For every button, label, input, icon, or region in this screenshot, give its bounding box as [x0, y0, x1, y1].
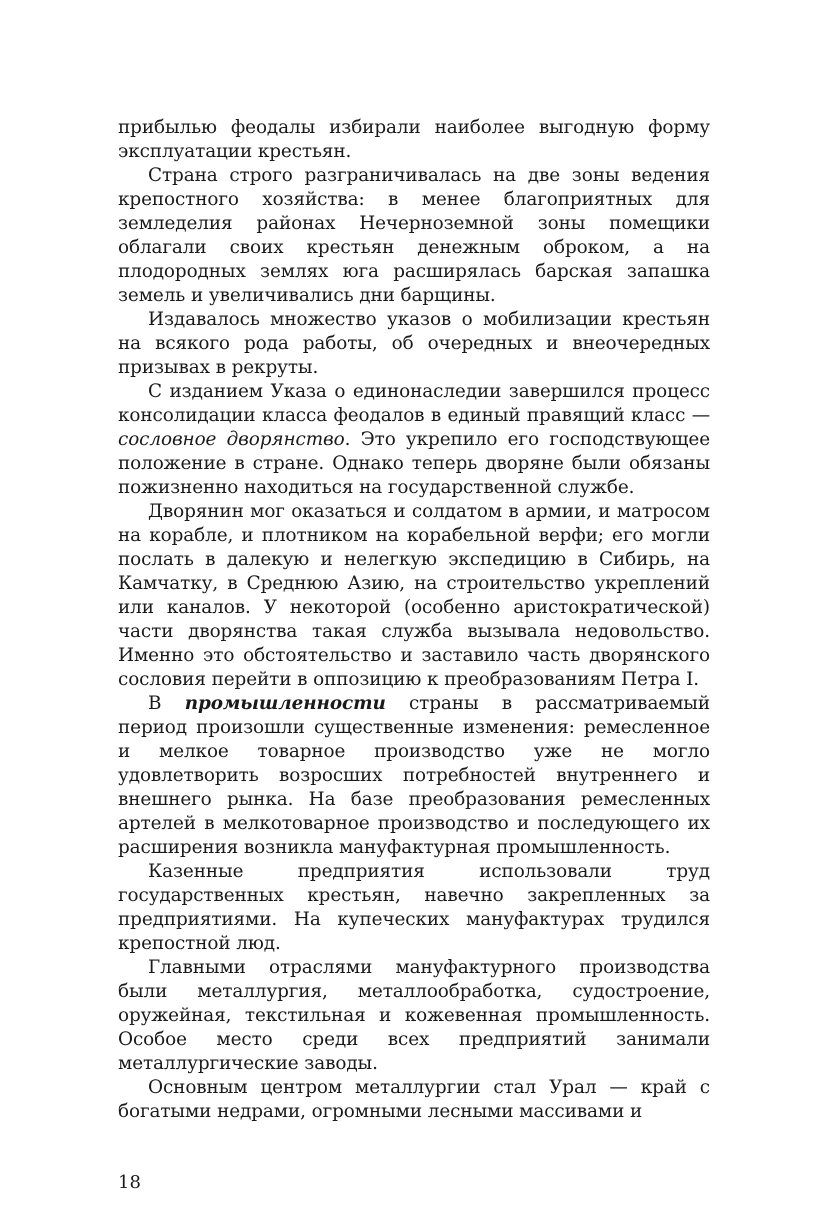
paragraph-4 — [118, 380, 710, 500]
paragraph-9: Основным центром металлургии стал Урал — край с богатыми недрами, огромными лесными массивами и — [118, 1077, 710, 1122]
page-number: 18 — [118, 1172, 141, 1193]
paragraph-6-bold-term: промышленности — [184, 693, 386, 714]
paragraph-6 — [118, 692, 710, 860]
paragraph-4-text-b: . Это укрепило его господствующее положение в стране. Однако теперь дворяне были обязаны пожизненно находиться на государственной службе. — [118, 429, 711, 498]
paragraph-4-italic-term: сословное дворянство — [118, 429, 345, 450]
paragraph-1: прибылью феодалы избирали наиболее выгодную форму эксплуатации крестьян. — [118, 117, 710, 162]
paragraph-3: Издавалось множество указов о мобилизации крестьян на всякого рода работы, об очередных и внеочередных призывах в рекруты. — [118, 309, 710, 378]
paragraph-6-text-a: В — [148, 693, 185, 714]
paragraph-5: Дворянин мог оказаться и солдатом в армии, и матросом на корабле, и плотником на корабельной верфи; его могли послать в далекую и нелегкую экспедицию в Сибирь, на Камчатку, в Среднюю Азию, на строительство укреплений или каналов. У некоторой (особенно аристократической) части дворянства такая служба вызывала недовольство. Именно это обстоятельство и заставило часть дворянского сословия перейти в оппозицию к преобразованиям Петра I. — [118, 501, 710, 690]
page-body — [118, 116, 710, 1124]
paragraph-7: Казенные предприятия использовали труд государственных крестьян, навечно закрепленных за предприятиями. На купеческих мануфактурах трудился крепостной люд. — [118, 861, 710, 954]
paragraph-8: Главными отраслями мануфактурного производства были металлургия, металлообработка, судостроение, оружейная, текстильная и кожевенная промышленность. Особое место среди всех предприятий занимали металлургические заводы. — [118, 957, 710, 1074]
paragraph-4-text-a: С изданием Указа о единонаследии завершился процесс консолидации класса феодалов в единый правящий класс — — [118, 381, 710, 426]
paragraph-6-text-b: страны в рассматриваемый период произошли существенные изменения: ремесленное и мелкое товарное производство уже не могло удовлетворить возросших потребностей внутреннего и внешнего рынка. На базе преобразования ремесленных артелей в мелкотоварное производство и последующего их расширения возникла мануфактурная промышленность. — [118, 693, 710, 858]
paragraph-2: Страна строго разграничивалась на две зоны ведения крепостного хозяйства: в менее благоприятных для земледелия районах Нечерноземной зоны помещики облагали своих крестьян денежным оброком, а на плодородных землях юга расширялась барская запашка земель и увеличивались дни барщины. — [118, 165, 710, 306]
